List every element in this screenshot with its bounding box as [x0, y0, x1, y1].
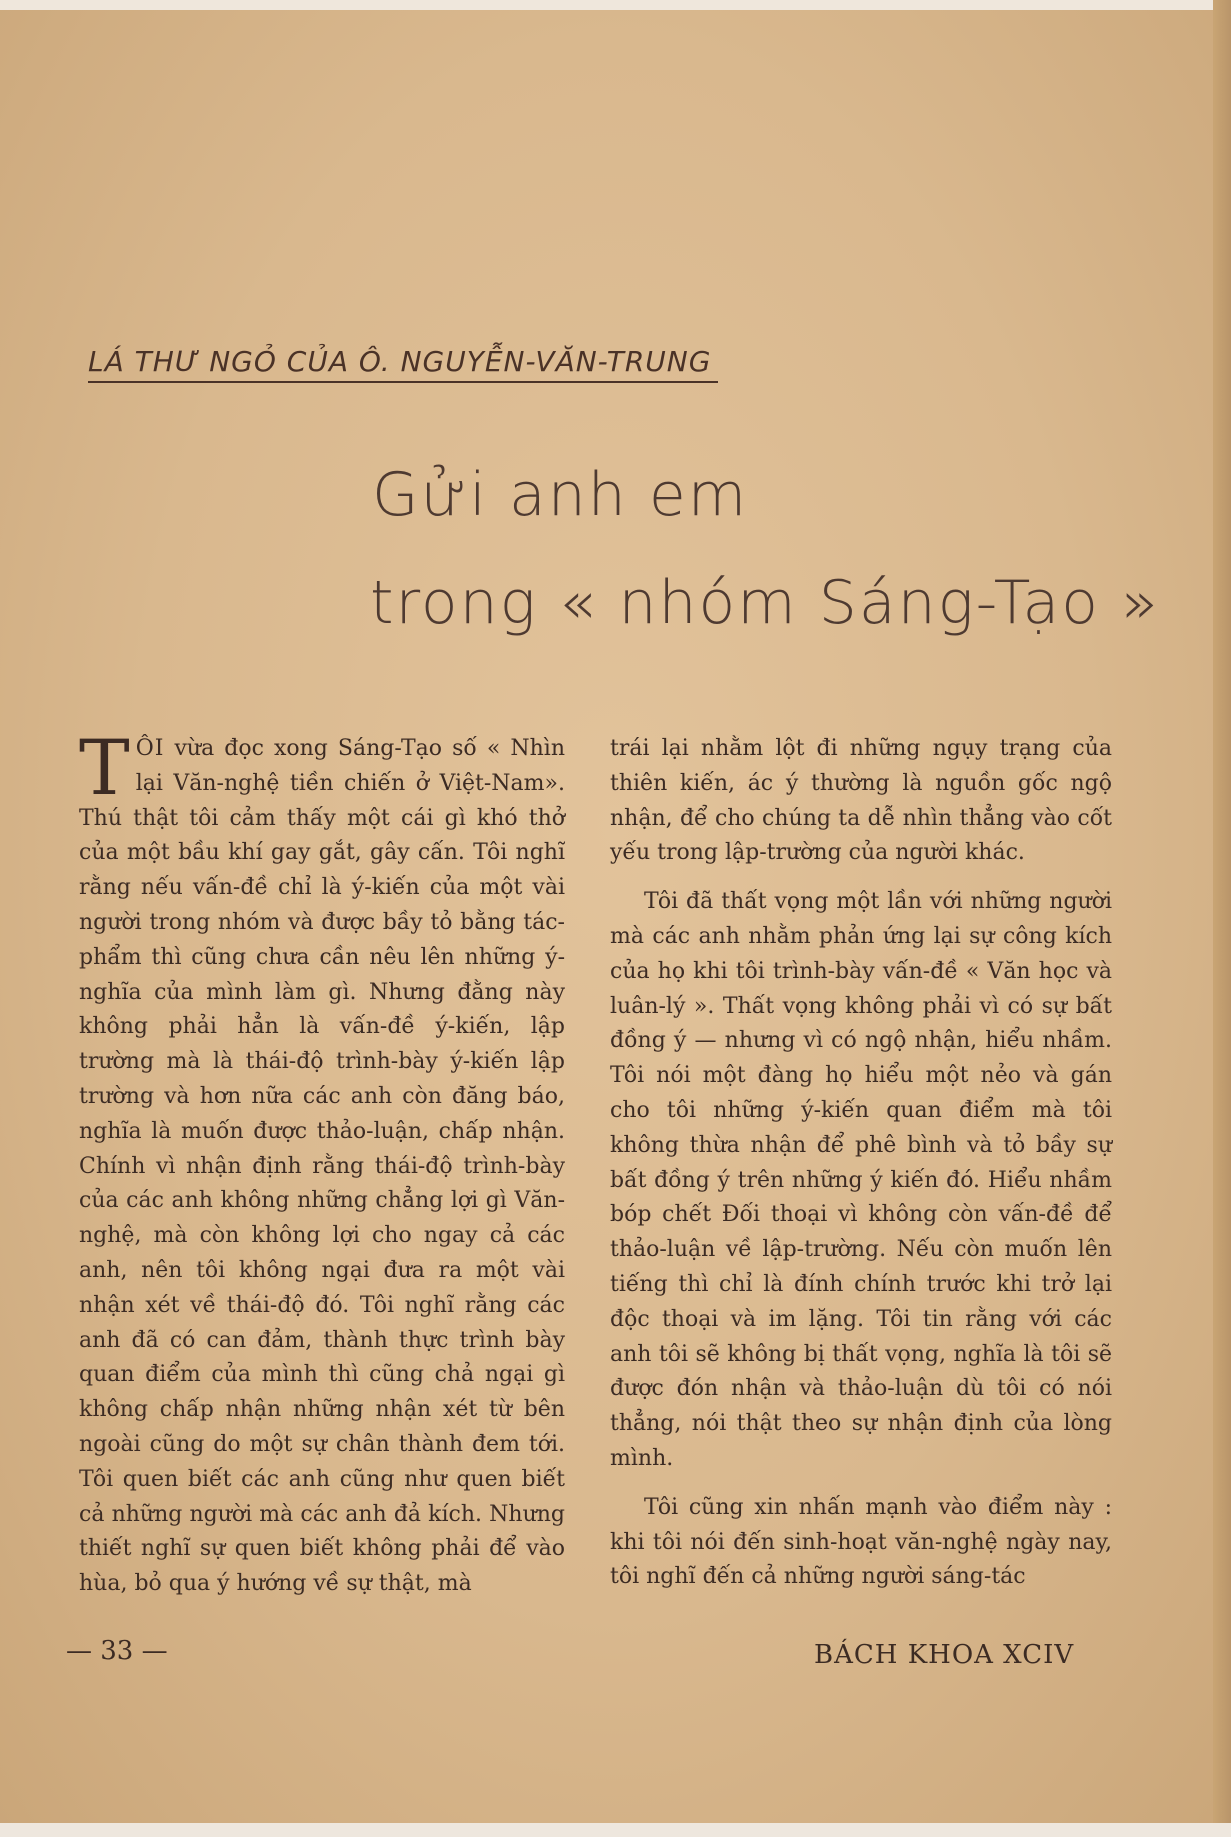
- column-1-body: vừa đọc xong Sáng-Tạo số « Nhìn lại Văn-nghệ tiền chiến ở Việt-Nam». Thú thật tôi cảm thấy một cái gì khó thở của một bầu khí gay gắt, gây cấn. Tôi nghĩ rằng nếu vấn-đề chỉ là ý-kiến của một vài người trong nhóm và được bầy tỏ bằng tác-phẩm thì cũng chưa cần nêu lên những ý-nghĩa của mình làm gì. Nhưng đằng này không phải hẳn là vấn-đề ý-kiến, lập trường mà là thái-độ trình-bày ý-kiến lập trường và hơn nữa các anh còn đăng báo, nghĩa là muốn được thảo-luận, chấp nhận. Chính vì nhận định rằng thái-độ trình-bày của các anh không những chẳng lợi gì Văn-nghệ, mà còn không lợi cho ngay cả các anh, nên tôi không ngại đưa ra một vài nhận xét về thái-độ đó. Tôi nghĩ rằng các anh đã có can đảm, thành thực trình bày quan điểm của mình thì cũng chả ngại gì không chấp nhận những nhận xét từ bên ngoài cũng do một sự chân thành đem tới. Tôi quen biết các anh cũng như quen biết cả những người mà các anh đả kích. Nhưng thiết nghĩ sự quen biết không phải để vào hùa, bỏ qua ý hướng về sự thật, mà: [79, 736, 565, 1597]
- page-number: — 33 —: [66, 1636, 168, 1666]
- drop-cap: T: [79, 723, 130, 812]
- column-2-continuation: trái lại nhằm lột đi những ngụy trạng của thiên kiến, ác ý thường là nguồn gốc ngộ nhận, để cho chúng ta dễ nhìn thẳng vào cốt yếu trong lập-trường của người khác.: [610, 736, 1112, 866]
- column-2-paragraph-3: Tôi cũng xin nhấn mạnh vào điểm này : khi tôi nói đến sinh-hoạt văn-nghệ ngày nay, tôi nghĩ đến cả những người sáng-tác: [610, 1494, 1112, 1590]
- magazine-masthead: BÁCH KHOA XCIV: [814, 1640, 1075, 1670]
- lead-caps: ÔI: [135, 736, 165, 761]
- kicker-underline: [88, 381, 718, 383]
- page-edge-right: [1213, 0, 1231, 1837]
- article-title-line-1: Gửi anh em: [372, 460, 749, 530]
- column-2-paragraph-2: Tôi đã thất vọng một lần với những người mà các anh nhằm phản ứng lại sự công kích của họ khi tôi trình-bày vấn-đề « Văn học và luân-lý ». Thất vọng không phải vì có sự bất đồng ý — nhưng vì có ngộ nhận, hiểu nhầm. Tôi nói một đàng họ hiểu một nẻo và gán cho tôi những ý-kiến quan điểm mà tôi không thừa nhận để phê bình và tỏ bầy sự bất đồng ý trên những ý kiến đó. Hiểu nhầm bóp chết Đối thoại vì không còn vấn-đề để thảo-luận về lập-trường. Nếu còn muốn lên tiếng thì chỉ là đính chính trước khi trở lại độc thoại và im lặng. Tôi tin rằng với các anh tôi sẽ không bị thất vọng, nghĩa là tôi sẽ được đón nhận và thảo-luận dù tôi có nói thẳng, nói thật theo sự nhận định của lòng mình.: [610, 889, 1112, 1471]
- article-kicker: LÁ THƯ NGỎ CỦA Ô. NGUYỄN-VĂN-TRUNG: [88, 345, 712, 378]
- article-title-line-2: trong « nhóm Sáng-Tạo »: [370, 568, 1160, 638]
- article-column-left: [79, 723, 565, 1602]
- article-column-right: [610, 732, 1112, 1595]
- page-edge-bottom: [0, 1823, 1231, 1837]
- page-edge-top: [0, 0, 1231, 10]
- article-paragraph-1: [79, 723, 565, 1602]
